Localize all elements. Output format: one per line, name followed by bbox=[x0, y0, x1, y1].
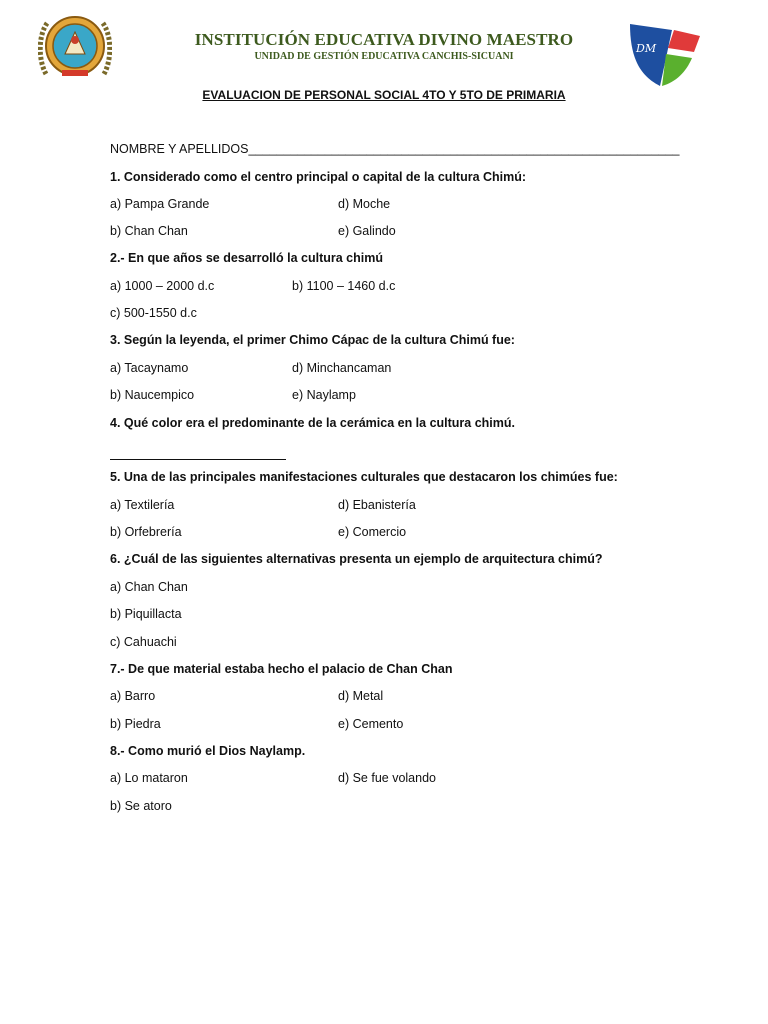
question-4: 4. Qué color era el predominante de la cerámica en la cultura chimú. bbox=[110, 416, 516, 430]
question-5: 5. Una de las principales manifestaciones culturales que destacaron los chimúes fue: bbox=[110, 470, 618, 484]
option-7a: a) Barro bbox=[110, 689, 156, 703]
option-3d: d) Minchancaman bbox=[292, 361, 392, 375]
option-7d: d) Metal bbox=[338, 689, 384, 703]
question-8: 8.- Como murió el Dios Naylamp. bbox=[110, 744, 306, 758]
option-3a: a) Tacaynamo bbox=[110, 361, 189, 375]
question-2: 2.- En que años se desarrolló la cultura chimú bbox=[110, 251, 383, 265]
institution-name: INSTITUCIÓN EDUCATIVA DIVINO MAESTRO bbox=[194, 30, 574, 49]
option-8b: b) Se atoro bbox=[110, 799, 172, 813]
option-1a: a) Pampa Grande bbox=[110, 197, 210, 211]
option-5a: a) Textilería bbox=[110, 498, 175, 512]
question-1: 1. Considerado como el centro principal o capital de la cultura Chimú: bbox=[110, 170, 527, 184]
option-7b: b) Piedra bbox=[110, 717, 161, 731]
institution-unit: UNIDAD DE GESTIÓN EDUCATIVA CANCHIS-SICUANI bbox=[254, 51, 514, 62]
answer-blank-line bbox=[110, 459, 286, 460]
option-1d: d) Moche bbox=[338, 197, 391, 211]
option-5e: e) Comercio bbox=[338, 525, 407, 539]
option-6a: a) Chan Chan bbox=[110, 580, 188, 594]
option-5d: d) Ebanistería bbox=[338, 498, 416, 512]
option-2c: c) 500-1550 d.c bbox=[110, 306, 197, 320]
option-3e: e) Naylamp bbox=[292, 388, 356, 402]
option-1b: b) Chan Chan bbox=[110, 224, 188, 238]
question-6: 6. ¿Cuál de las siguientes alternativas presenta un ejemplo de arquitectura chimú? bbox=[110, 552, 603, 566]
option-6c: c) Cahuachi bbox=[110, 635, 177, 649]
option-8a: a) Lo mataron bbox=[110, 771, 188, 785]
option-7e: e) Cemento bbox=[338, 717, 404, 731]
option-6b: b) Piquillacta bbox=[110, 607, 182, 621]
option-2b: b) 1100 – 1460 d.c bbox=[292, 279, 396, 293]
option-5b: b) Orfebrería bbox=[110, 525, 182, 539]
logo-right-text: DM bbox=[636, 42, 657, 55]
option-1e: e) Galindo bbox=[338, 224, 396, 238]
question-7: 7.- De que material estaba hecho el palacio de Chan Chan bbox=[110, 662, 453, 676]
exam-title: EVALUACION DE PERSONAL SOCIAL 4TO Y 5TO DE PRIMARIA bbox=[202, 88, 566, 102]
option-3b: b) Naucempico bbox=[110, 388, 195, 402]
question-3: 3. Según la leyenda, el primer Chimo Cápac de la cultura Chimú fue: bbox=[110, 333, 515, 347]
name-field: NOMBRE Y APELLIDOS______________________________________________________________ bbox=[110, 142, 680, 156]
option-8d: d) Se fue volando bbox=[338, 771, 436, 785]
option-2a: a) 1000 – 2000 d.c bbox=[110, 279, 215, 293]
